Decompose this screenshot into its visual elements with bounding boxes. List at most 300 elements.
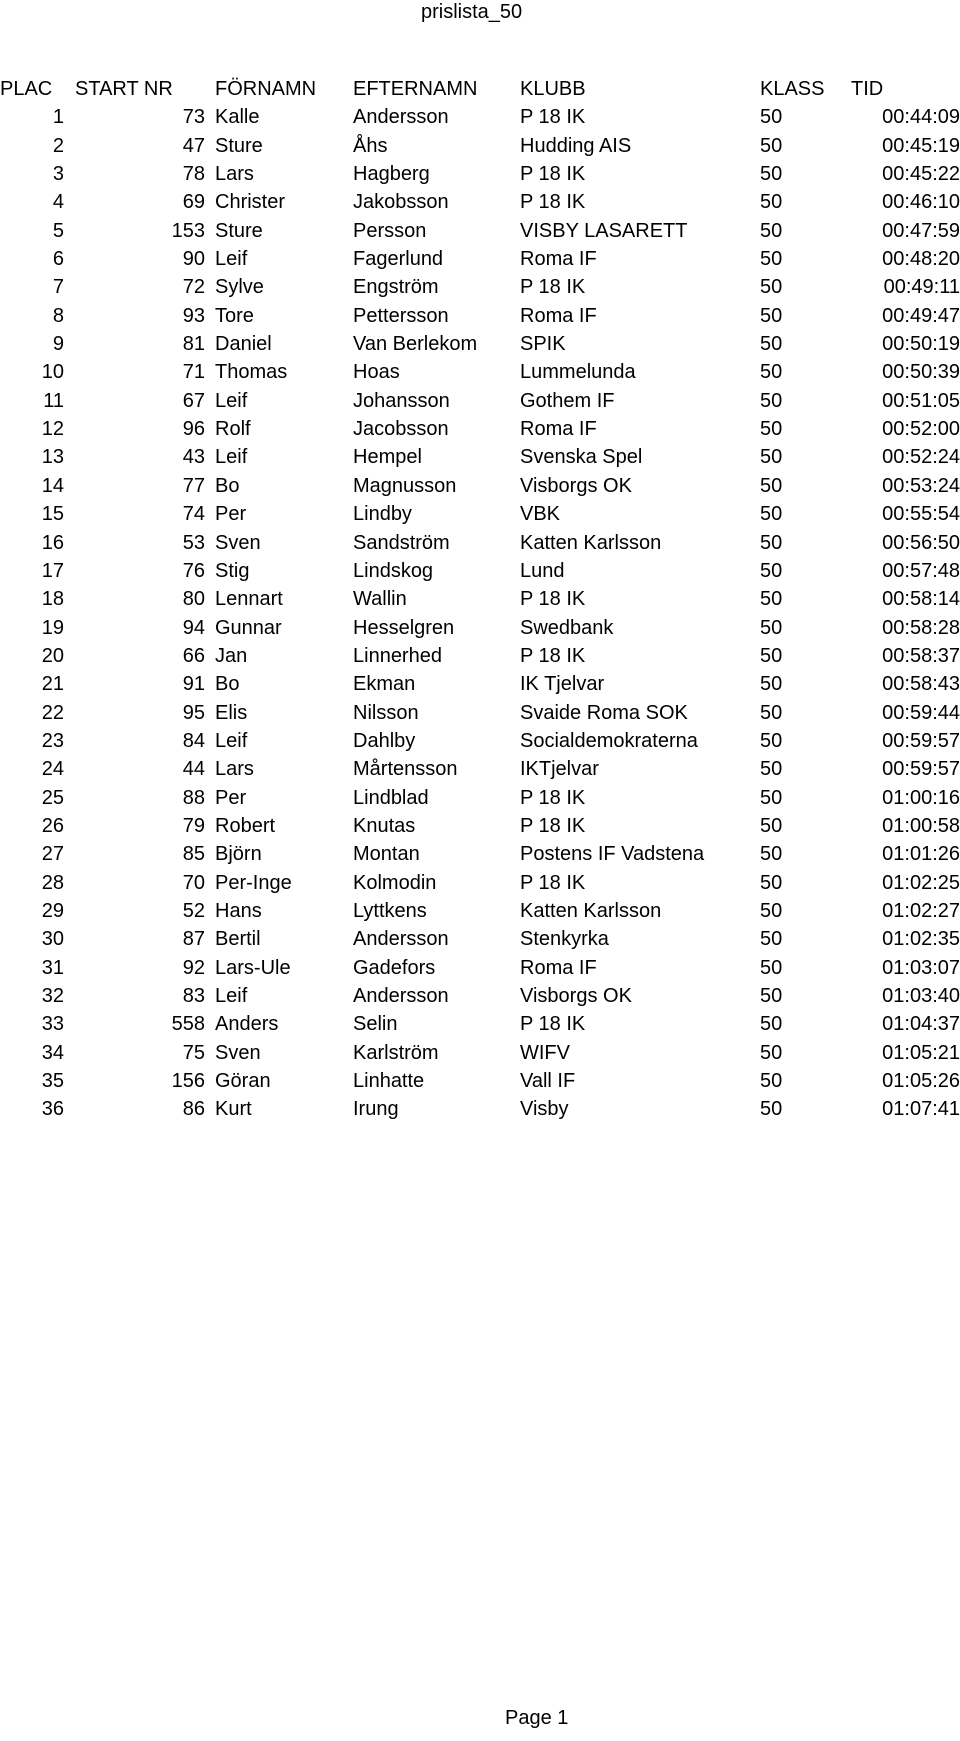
cell-klubb: Visborgs OK [520,474,632,497]
cell-klass: 50 [760,503,783,526]
cell-efternamn: Jakobsson [353,191,449,214]
cell-fornamn: Daniel [215,333,272,356]
cell-plac: 10 [41,361,64,384]
cell-klubb: Visby [520,1098,569,1121]
cell-efternamn: Hempel [353,446,422,469]
cell-efternamn: Hagberg [353,163,430,186]
cell-klass: 50 [760,899,783,922]
cell-plac: 24 [41,758,64,781]
cell-klubb: Svaide Roma SOK [520,701,688,724]
cell-plac: 26 [41,814,64,837]
cell-fornamn: Gunnar [215,616,282,639]
cell-klass: 50 [760,928,783,951]
table-row [0,273,960,301]
cell-klass: 50 [760,758,783,781]
table-row [0,614,960,642]
cell-start-nr: 94 [182,616,205,639]
cell-klass: 50 [760,163,783,186]
cell-klass: 50 [760,219,783,242]
cell-klass: 50 [760,673,783,696]
cell-fornamn: Thomas [215,361,288,384]
cell-klubb: P 18 IK [520,191,586,214]
cell-klubb: P 18 IK [520,588,586,611]
cell-klass: 50 [760,843,783,866]
cell-klubb: Katten Karlsson [520,899,662,922]
cell-klass: 50 [760,474,783,497]
cell-fornamn: Lars [215,758,254,781]
cell-tid: 01:02:27 [882,899,960,922]
cell-plac: 27 [41,843,64,866]
cell-start-nr: 92 [182,956,205,979]
cell-efternamn: Nilsson [353,701,419,724]
table-row [0,217,960,245]
cell-plac: 5 [52,219,64,242]
header-start-nr: START NR [75,78,173,100]
cell-plac: 35 [41,1070,64,1093]
cell-fornamn: Lars [215,163,254,186]
table-row [0,443,960,471]
cell-fornamn: Sylve [215,276,264,299]
cell-start-nr: 86 [182,1098,205,1121]
cell-klass: 50 [760,361,783,384]
cell-efternamn: Åhs [353,134,388,157]
cell-plac: 4 [52,191,64,214]
cell-fornamn: Tore [215,304,254,327]
cell-tid: 00:59:44 [882,701,960,724]
cell-start-nr: 53 [182,531,205,554]
cell-fornamn: Bertil [215,928,261,951]
cell-tid: 01:05:21 [882,1041,960,1064]
cell-plac: 7 [52,276,64,299]
cell-plac: 2 [52,134,64,157]
cell-fornamn: Sture [215,219,263,242]
cell-efternamn: Andersson [353,985,449,1007]
cell-klass: 50 [760,956,783,979]
cell-plac: 36 [41,1098,64,1121]
cell-klubb: Socialdemokraterna [520,729,698,752]
cell-klubb: SPIK [520,333,566,356]
cell-start-nr: 84 [182,729,205,752]
cell-tid: 01:05:26 [882,1070,960,1093]
cell-klubb: Lund [520,559,565,582]
cell-tid: 00:52:00 [882,418,960,441]
cell-tid: 00:47:59 [882,219,960,242]
table-row [0,670,960,698]
cell-efternamn: Andersson [353,106,449,129]
cell-plac: 12 [41,418,64,441]
table-row [0,1039,960,1067]
cell-fornamn: Kurt [215,1098,252,1121]
cell-klass: 50 [760,985,783,1007]
cell-tid: 00:59:57 [882,729,960,752]
cell-efternamn: Johansson [353,389,450,412]
table-row [0,245,960,273]
cell-start-nr: 52 [182,899,205,922]
cell-klass: 50 [760,1098,783,1121]
cell-fornamn: Elis [215,701,248,724]
table-row [0,500,960,528]
cell-klubb: Roma IF [520,304,597,327]
cell-tid: 00:53:24 [882,474,960,497]
table-header-row [0,75,960,103]
table-body [0,103,960,1123]
cell-tid: 00:58:14 [882,588,960,611]
cell-start-nr: 91 [182,673,205,696]
cell-klubb: Postens IF Vadstena [520,843,705,866]
cell-efternamn: Lindblad [353,786,429,809]
cell-tid: 00:57:48 [882,559,960,582]
cell-start-nr: 70 [182,871,205,894]
cell-efternamn: Ekman [353,673,416,696]
cell-tid: 00:58:43 [882,673,960,696]
cell-efternamn: Jacobsson [353,418,449,441]
cell-tid: 00:55:54 [882,503,960,526]
table-row [0,869,960,897]
cell-tid: 00:45:22 [882,163,960,186]
cell-plac: 25 [41,786,64,809]
cell-plac: 28 [41,871,64,894]
cell-klass: 50 [760,389,783,412]
cell-tid: 01:03:07 [882,956,960,979]
cell-fornamn: Göran [215,1070,271,1093]
table-row [0,812,960,840]
cell-efternamn: Van Berlekom [353,333,478,356]
cell-klubb: Visborgs OK [520,985,632,1007]
cell-tid: 00:46:10 [882,191,960,214]
cell-fornamn: Jan [215,644,248,667]
cell-start-nr: 43 [182,446,205,469]
cell-efternamn: Irung [353,1098,399,1121]
cell-efternamn: Mårtensson [353,758,458,781]
cell-fornamn: Rolf [215,418,251,441]
cell-start-nr: 71 [182,361,205,384]
cell-plac: 18 [41,588,64,611]
cell-start-nr: 76 [182,559,205,582]
cell-klubb: Hudding AIS [520,134,632,157]
table-row [0,1010,960,1038]
cell-klass: 50 [760,814,783,837]
cell-klubb: P 18 IK [520,276,586,299]
table-row [0,302,960,330]
cell-klass: 50 [760,786,783,809]
table-row [0,840,960,868]
cell-klass: 50 [760,559,783,582]
cell-efternamn: Wallin [353,588,407,611]
cell-tid: 00:50:19 [882,333,960,356]
cell-tid: 01:03:40 [882,985,960,1007]
cell-klubb: VBK [520,503,561,526]
table-row [0,529,960,557]
table-row [0,330,960,358]
cell-start-nr: 73 [182,106,205,129]
table-row [0,642,960,670]
cell-fornamn: Lennart [215,588,283,611]
cell-fornamn: Leif [215,248,248,271]
cell-plac: 23 [41,729,64,752]
cell-fornamn: Per [215,786,247,809]
cell-start-nr: 69 [182,191,205,214]
cell-klass: 50 [760,1070,783,1093]
cell-start-nr: 85 [182,843,205,866]
cell-klubb: Vall IF [520,1070,576,1093]
header-klubb: KLUBB [520,78,586,100]
cell-fornamn: Kalle [215,106,260,129]
cell-tid: 00:50:39 [882,361,960,384]
cell-tid: 00:48:20 [882,248,960,271]
cell-tid: 01:07:41 [882,1098,960,1121]
cell-efternamn: Fagerlund [353,248,444,271]
cell-plac: 33 [41,1013,64,1036]
cell-klubb: Roma IF [520,956,597,979]
cell-klass: 50 [760,701,783,724]
cell-start-nr: 558 [171,1013,205,1036]
cell-start-nr: 96 [182,418,205,441]
cell-efternamn: Sandström [353,531,450,554]
cell-efternamn: Montan [353,843,420,866]
cell-plac: 20 [41,644,64,667]
cell-start-nr: 44 [182,758,205,781]
cell-fornamn: Björn [215,843,262,866]
cell-tid: 01:00:16 [882,786,960,809]
cell-tid: 00:58:28 [882,616,960,639]
cell-plac: 3 [52,163,64,186]
cell-fornamn: Sture [215,134,263,157]
cell-efternamn: Linhatte [353,1070,425,1093]
cell-klubb: P 18 IK [520,163,586,186]
cell-klass: 50 [760,616,783,639]
cell-klass: 50 [760,248,783,271]
cell-klass: 50 [760,644,783,667]
cell-klass: 50 [760,1041,783,1064]
table-row [0,925,960,953]
table-row [0,472,960,500]
cell-klass: 50 [760,531,783,554]
cell-klubb: VISBY LASARETT [520,219,688,242]
cell-start-nr: 93 [182,304,205,327]
table-row [0,954,960,982]
cell-plac: 1 [52,106,64,129]
header-fornamn: FÖRNAMN [215,78,317,100]
cell-tid: 00:49:11 [883,276,960,299]
cell-tid: 01:00:58 [882,814,960,837]
table-row [0,982,960,1010]
cell-plac: 11 [43,389,64,412]
cell-klubb: Roma IF [520,418,597,441]
cell-klubb: IKTjelvar [520,758,599,781]
page-number: Page 1 [505,1707,569,1729]
cell-start-nr: 66 [182,644,205,667]
cell-tid: 01:04:37 [882,1013,960,1036]
cell-plac: 9 [52,333,64,356]
table-row [0,557,960,585]
cell-start-nr: 87 [182,928,205,951]
header-klass: KLASS [760,78,825,100]
cell-tid: 00:51:05 [882,389,960,412]
cell-efternamn: Lyttkens [353,899,427,922]
cell-fornamn: Anders [215,1013,279,1036]
cell-efternamn: Persson [353,219,427,242]
table-row [0,784,960,812]
cell-klubb: P 18 IK [520,106,586,129]
cell-klubb: P 18 IK [520,871,586,894]
table-row [0,755,960,783]
cell-klass: 50 [760,276,783,299]
cell-plac: 21 [41,673,64,696]
cell-plac: 34 [41,1041,64,1064]
cell-efternamn: Pettersson [353,304,449,327]
cell-start-nr: 78 [182,163,205,186]
cell-start-nr: 156 [171,1070,205,1093]
results-table [0,75,960,1124]
cell-klubb: Roma IF [520,248,597,271]
cell-fornamn: Sven [215,531,261,554]
cell-efternamn: Hesselgren [353,616,455,639]
cell-plac: 17 [41,559,64,582]
cell-efternamn: Hoas [353,361,400,384]
cell-tid: 01:02:25 [882,871,960,894]
cell-start-nr: 80 [182,588,205,611]
cell-tid: 00:52:24 [882,446,960,469]
cell-plac: 30 [41,928,64,951]
cell-fornamn: Christer [215,191,286,214]
header-tid: TID [851,78,884,100]
cell-efternamn: Linnerhed [353,644,442,667]
cell-efternamn: Gadefors [353,956,436,979]
table-row [0,415,960,443]
cell-start-nr: 90 [182,248,205,271]
cell-klass: 50 [760,304,783,327]
cell-fornamn: Leif [215,446,248,469]
cell-start-nr: 81 [182,333,205,356]
table-row [0,897,960,925]
cell-tid: 00:59:57 [882,758,960,781]
cell-plac: 14 [41,474,64,497]
table-row [0,103,960,131]
table-row [0,160,960,188]
cell-klass: 50 [760,418,783,441]
cell-tid: 00:44:09 [882,106,960,129]
table-row [0,1095,960,1123]
cell-fornamn: Bo [215,673,240,696]
cell-fornamn: Leif [215,985,248,1007]
cell-tid: 00:58:37 [882,644,960,667]
cell-fornamn: Sven [215,1041,261,1064]
cell-klass: 50 [760,588,783,611]
cell-start-nr: 72 [182,276,205,299]
cell-start-nr: 47 [182,134,205,157]
cell-start-nr: 67 [182,389,205,412]
cell-fornamn: Leif [215,389,248,412]
cell-efternamn: Lindby [353,503,412,526]
cell-klass: 50 [760,1013,783,1036]
cell-efternamn: Selin [353,1013,398,1036]
cell-tid: 01:02:35 [882,928,960,951]
cell-klass: 50 [760,106,783,129]
cell-plac: 13 [41,446,64,469]
cell-plac: 31 [41,956,64,979]
table-row [0,1067,960,1095]
cell-klubb: Katten Karlsson [520,531,662,554]
cell-tid: 00:45:19 [882,134,960,157]
table-row [0,585,960,613]
cell-plac: 32 [41,985,64,1007]
cell-fornamn: Hans [215,899,262,922]
table-row [0,387,960,415]
cell-tid: 00:56:50 [882,531,960,554]
cell-efternamn: Dahlby [353,729,416,752]
table-row [0,727,960,755]
cell-fornamn: Bo [215,474,240,497]
cell-klubb: Gothem IF [520,389,615,412]
cell-start-nr: 83 [182,985,205,1007]
header-efternamn: EFTERNAMN [353,78,478,100]
cell-fornamn: Leif [215,729,248,752]
cell-efternamn: Engström [353,276,439,299]
cell-klass: 50 [760,871,783,894]
cell-plac: 19 [41,616,64,639]
cell-start-nr: 95 [182,701,205,724]
cell-klubb: P 18 IK [520,644,586,667]
cell-plac: 22 [41,701,64,724]
cell-efternamn: Andersson [353,928,449,951]
cell-fornamn: Per-Inge [215,871,292,894]
cell-klubb: Lummelunda [520,361,636,384]
page-title: prislista_50 [421,1,523,23]
cell-efternamn: Lindskog [353,559,434,582]
cell-klubb: P 18 IK [520,786,586,809]
cell-klass: 50 [760,333,783,356]
cell-start-nr: 153 [171,219,205,242]
cell-start-nr: 77 [182,474,205,497]
cell-plac: 8 [52,304,64,327]
cell-klubb: P 18 IK [520,1013,586,1036]
cell-klass: 50 [760,446,783,469]
table-row [0,188,960,216]
cell-plac: 16 [41,531,64,554]
cell-klubb: WIFV [520,1041,570,1064]
cell-klass: 50 [760,729,783,752]
header-plac: PLAC [0,78,53,100]
cell-start-nr: 74 [182,503,205,526]
cell-tid: 00:49:47 [882,304,960,327]
cell-klubb: Stenkyrka [520,928,609,951]
cell-start-nr: 88 [182,786,205,809]
cell-fornamn: Lars-Ule [215,956,291,979]
cell-fornamn: Robert [215,814,276,837]
cell-start-nr: 79 [182,814,205,837]
cell-klubb: Svenska Spel [520,446,643,469]
cell-klubb: P 18 IK [520,814,586,837]
cell-fornamn: Per [215,503,247,526]
cell-klass: 50 [760,134,783,157]
table-row [0,358,960,386]
cell-efternamn: Karlström [353,1041,439,1064]
cell-plac: 6 [52,248,64,271]
cell-efternamn: Knutas [353,814,416,837]
table-row [0,132,960,160]
cell-efternamn: Kolmodin [353,871,437,894]
table-row [0,699,960,727]
cell-klass: 50 [760,191,783,214]
cell-klubb: IK Tjelvar [520,673,605,696]
cell-tid: 01:01:26 [882,843,960,866]
cell-efternamn: Magnusson [353,474,457,497]
cell-plac: 29 [41,899,64,922]
cell-plac: 15 [41,503,64,526]
cell-start-nr: 75 [182,1041,205,1064]
cell-fornamn: Stig [215,559,250,582]
cell-klubb: Swedbank [520,616,614,639]
